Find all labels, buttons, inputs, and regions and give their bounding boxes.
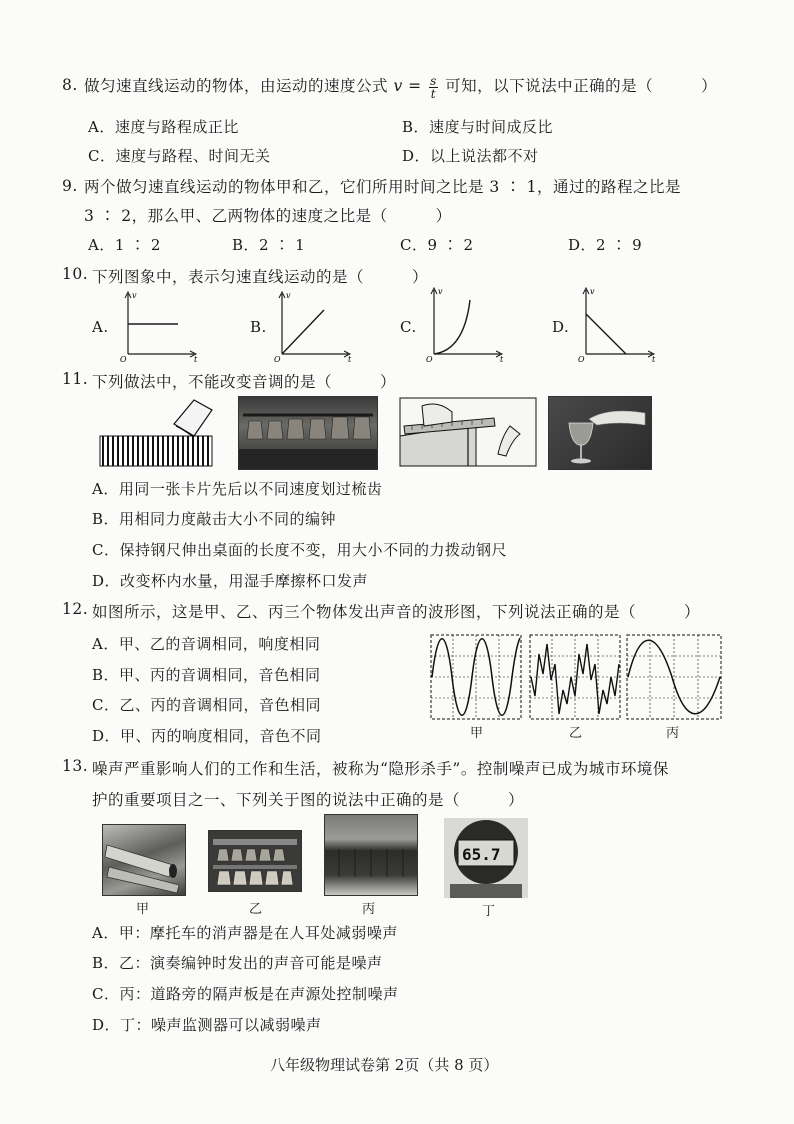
ruler-table-illustration <box>398 396 538 468</box>
question-10-text: 下列图象中，表示匀速直线运动的是（ ） <box>92 268 429 286</box>
barrier-panels-icon <box>325 815 417 895</box>
q8-option-b: B．速度与时间成反比 <box>402 118 554 136</box>
formula-numerator: s <box>430 73 437 88</box>
q11-option-b: B．用相同力度敲击大小不同的编钟 <box>92 510 337 528</box>
question-9-number: 9. <box>62 177 78 195</box>
graph-c-x-label: t <box>500 355 504 364</box>
graph-d-label: D. <box>552 318 570 336</box>
q11-option-c: C．保持钢尺伸出桌面的长度不变，用大小不同的力拨动钢尺 <box>92 541 507 559</box>
wave-label-bing: 丙 <box>666 726 680 741</box>
wave-label-yi: 乙 <box>569 726 583 741</box>
exhaust-pipe-icon <box>103 825 185 895</box>
q8-option-c: C．速度与路程、时间无关 <box>88 147 271 165</box>
q11-option-d: D．改变杯内水量，用湿手摩擦杯口发声 <box>92 572 369 590</box>
q9-option-a: A．1 ∶ 2 <box>88 236 161 254</box>
graph-d-y-label: v <box>590 287 595 296</box>
photo-label-yi: 乙 <box>249 902 263 917</box>
graph-b-x-label: t <box>348 355 352 364</box>
q9-option-b: B．2 ∶ 1 <box>232 236 306 254</box>
waveform-yi <box>529 634 621 720</box>
formula-denominator: t <box>430 86 437 101</box>
graph-a-origin: O <box>120 355 127 364</box>
bells-icon <box>209 831 301 891</box>
graph-a-label: A. <box>92 318 109 336</box>
q8-option-a: A．速度与路程成正比 <box>88 118 239 136</box>
question-12-text: 如图所示，这是甲、乙、丙三个物体发出声音的波形图，下列说法正确的是（ ） <box>92 603 701 621</box>
comb-card-illustration <box>98 396 216 468</box>
velocity-formula-lhs: v = <box>393 77 422 95</box>
graph-d-x-label: t <box>652 355 656 364</box>
graph-b-y-label: v <box>286 291 291 300</box>
question-8-text-b: 可知，以下说法中正确的是（ ） <box>445 77 718 95</box>
q13-option-c: C．丙：道路旁的隔声板是在声源处控制噪声 <box>92 985 399 1003</box>
waveform-bing <box>626 634 722 720</box>
question-12-number: 12. <box>62 600 89 618</box>
page-footer: 八年级物理试卷第 2页（共 8 页） <box>270 1056 499 1074</box>
question-9-line-1: 两个做匀速直线运动的物体甲和乙，它们所用时间之比是 3 ∶ 1，通过的路程之比是 <box>84 178 682 196</box>
question-11-text: 下列做法中，不能改变音调的是（ ） <box>92 373 397 391</box>
q8-option-d: D．以上说法都不对 <box>402 147 539 165</box>
question-11-number: 11. <box>62 370 89 388</box>
question-9-line-2: 3 ∶ 2，那么甲、乙两物体的速度之比是（ ） <box>84 207 452 225</box>
q13-option-a: A．甲：摩托车的消声器是在人耳处减弱噪声 <box>92 924 398 942</box>
bianzhong-photo <box>238 396 378 470</box>
q9-option-c: C．9 ∶ 2 <box>400 236 474 254</box>
waveform-jia <box>430 634 522 720</box>
bell-row-icon <box>239 397 377 469</box>
photo-label-ding: 丁 <box>482 904 496 919</box>
graph-d-origin: O <box>578 355 585 364</box>
q12-option-d: D．甲、丙的响度相同，音色不同 <box>92 727 322 745</box>
graph-b-rising-line <box>272 288 352 364</box>
q12-option-b: B．甲、丙的音调相同，音色相同 <box>92 666 321 684</box>
question-8-text-a: 做匀速直线运动的物体，由运动的速度公式 <box>84 77 389 95</box>
wave-label-jia: 甲 <box>470 726 484 741</box>
question-8-number: 8. <box>62 76 78 94</box>
q11-option-a: A．用同一张卡片先后以不同速度划过梳齿 <box>92 480 383 498</box>
graph-d-falling-line <box>576 284 656 364</box>
graph-b-origin: O <box>274 355 281 364</box>
q12-option-c: C．乙、丙的音调相同，音色相同 <box>92 696 321 714</box>
question-8-stem <box>84 74 717 100</box>
question-13-number: 13. <box>62 757 89 775</box>
graph-c-y-label: v <box>438 287 443 296</box>
q12-option-a: A．甲、乙的音调相同，响度相同 <box>92 635 321 653</box>
graph-b-label: B. <box>250 318 267 336</box>
graph-a-x-label: t <box>194 355 198 364</box>
bells-photo <box>208 830 302 892</box>
sound-barrier-photo <box>324 814 418 896</box>
meter-reading: 65.7 <box>462 845 501 864</box>
graph-a-y-label: v <box>132 291 137 300</box>
graph-a-horizontal-line <box>118 288 198 364</box>
muffler-photo <box>102 824 186 896</box>
q13-option-d: D．丁：噪声监测器可以减弱噪声 <box>92 1016 322 1034</box>
photo-label-bing: 丙 <box>362 902 376 917</box>
question-10-number: 10. <box>62 265 89 283</box>
glass-photo <box>548 396 652 470</box>
graph-c-label: C. <box>400 318 417 336</box>
graph-c-origin: O <box>426 355 433 364</box>
wine-glass-icon <box>549 397 651 469</box>
q9-option-d: D．2 ∶ 9 <box>568 236 643 254</box>
noise-monitor-photo <box>444 818 528 898</box>
photo-label-jia: 甲 <box>136 902 150 917</box>
question-13-line-2: 护的重要项目之一、下列关于图的说法中正确的是（ ） <box>92 791 525 809</box>
decibel-meter-icon <box>444 818 528 898</box>
graph-c-rising-curve <box>424 284 504 364</box>
velocity-formula-fraction <box>429 75 438 100</box>
q13-option-b: B．乙：演奏编钟时发出的声音可能是噪声 <box>92 954 383 972</box>
question-13-line-1: 噪声严重影响人们的工作和生活，被称为“隐形杀手”。控制噪声已成为城市环境保 <box>92 760 669 778</box>
